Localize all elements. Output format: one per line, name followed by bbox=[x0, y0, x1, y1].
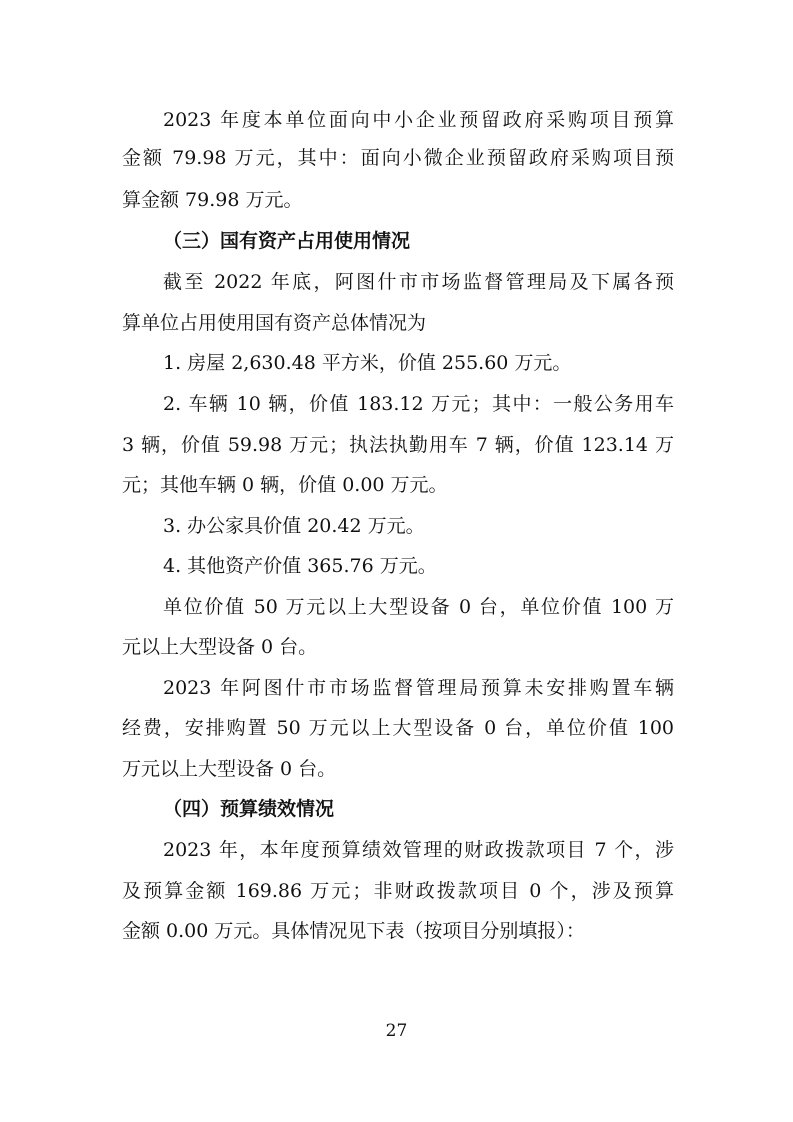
paragraph-line: 2023 年度本单位面向中小企业预留政府采购项目预算 bbox=[163, 109, 674, 131]
paragraph-line: 3. 办公家具价值 20.42 万元。 bbox=[163, 515, 425, 537]
paragraph-line: 金额 0.00 万元。具体情况见下表（按项目分别填报）： bbox=[122, 920, 585, 942]
paragraph-line: 算单位占用使用国有资产总体情况为 bbox=[122, 312, 427, 334]
paragraph-line: 2. 车辆 10 辆，价值 183.12 万元；其中：一般公务用车 bbox=[163, 393, 674, 415]
paragraph-line: 单位价值 50 万元以上大型设备 0 台，单位价值 100 万 bbox=[163, 596, 674, 618]
paragraph-line: 算金额 79.98 万元。 bbox=[122, 189, 303, 211]
paragraph-line: 4. 其他资产价值 365.76 万元。 bbox=[163, 555, 437, 577]
section-heading: （三）国有资产占用使用情况 bbox=[163, 230, 411, 252]
paragraph-line: 万元以上大型设备 0 台。 bbox=[122, 758, 337, 780]
paragraph-line: 2023 年阿图什市市场监督管理局预算未安排购置车辆 bbox=[163, 677, 674, 699]
paragraph-line: 及预算金额 169.86 万元；非财政拨款项目 0 个，涉及预算 bbox=[122, 880, 674, 902]
paragraph-line: 2023 年，本年度预算绩效管理的财政拨款项目 7 个，涉 bbox=[163, 839, 674, 861]
paragraph-line: 金额 79.98 万元，其中：面向小微企业预留政府采购项目预 bbox=[122, 147, 674, 169]
paragraph-line: 元以上大型设备 0 台。 bbox=[122, 636, 318, 658]
paragraph-line: 经费，安排购置 50 万元以上大型设备 0 台，单位价值 100 bbox=[122, 717, 674, 739]
section-heading: （四）预算绩效情况 bbox=[163, 798, 335, 820]
paragraph-line: 3 辆，价值 59.98 万元；执法执勤用车 7 辆，价值 123.14 万 bbox=[122, 434, 674, 456]
paragraph-line: 元；其他车辆 0 辆，价值 0.00 万元。 bbox=[122, 474, 448, 496]
paragraph-line: 1. 房屋 2,630.48 平方米，价值 255.60 万元。 bbox=[163, 352, 572, 374]
paragraph-line: 截至 2022 年底，阿图什市市场监督管理局及下属各预 bbox=[163, 271, 674, 293]
page-number: 27 bbox=[385, 1021, 408, 1041]
